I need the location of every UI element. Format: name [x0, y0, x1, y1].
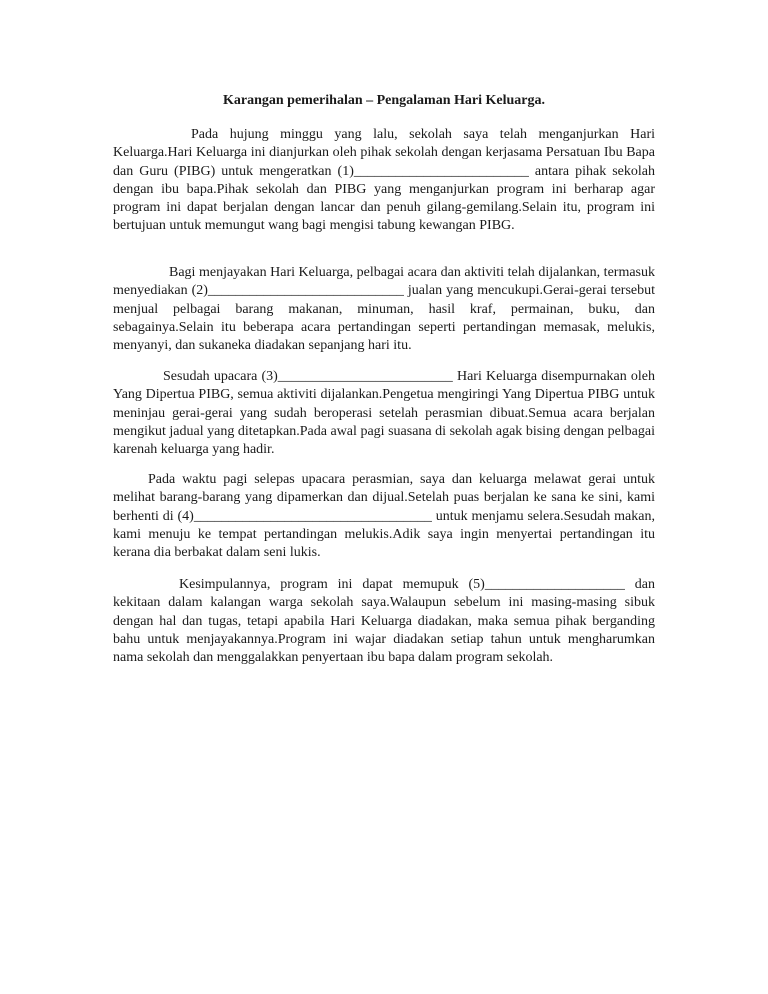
paragraph-5: Kesimpulannya, program ini dapat memupuk (5)____________________ dan kekitaan dalam kalangan warga sekolah saya.Walaupun sebelum ini masing-masing sibuk dengan hal dan tugas, tetapi apabila Hari Keluarga diadakan, maka semua pihak berganding bahu untuk menjayakannya.Program ini wajar diadakan setiap tahun untuk mengharumkan nama sekolah dan menggalakkan penyertaan ibu bapa dalam program sekolah.: [113, 577, 655, 666]
paragraph-2: Bagi menjayakan Hari Keluarga, pelbagai acara dan aktiviti telah dijalankan, termasuk menyediakan (2)____________________________ jualan yang mencukupi.Gerai-gerai tersebut menjual pelbagai barang makanan, minuman, hasil kraf, permainan, buku, dan sebagainya.Selain itu beberapa acara pertandingan seperti pertandingan memasak, melukis, menyanyi, dan sukaneka diadakan sepanjang hari itu.: [113, 265, 655, 354]
paragraph-1: Pada hujung minggu yang lalu, sekolah saya telah menganjurkan Hari Keluarga.Hari Keluarga ini dianjurkan oleh pihak sekolah dengan kerjasama Persatuan Ibu Bapa dan Guru (PIBG) untuk mengeratkan (1)_________________________ antara pihak sekolah dengan ibu bapa.Pihak sekolah dan PIBG yang menganjurkan program ini berharap agar program ini dapat berjalan dengan lancar dan penuh gilang-gemilang.Selain itu, program ini bertujuan untuk memungut wang bagi mengisi tabung kewangan PIBG.: [113, 127, 655, 234]
document-title: Karangan pemerihalan – Pengalaman Hari Keluarga.: [223, 93, 545, 108]
paragraph-4: Pada waktu pagi selepas upacara perasmian, saya dan keluarga melawat gerai untuk melihat barang-barang yang dipamerkan dan dijual.Setelah puas berjalan ke sana ke sini, kami berhenti di (4)__________________________________ untuk menjamu selera.Sesudah makan, kami menuju ke tempat pertandingan melukis.Adik saya ingin menyertai pertandingan itu kerana dia berbakat dalam seni lukis.: [113, 472, 655, 561]
paragraph-3: Sesudah upacara (3)_________________________ Hari Keluarga disempurnakan oleh Yang Dipertua PIBG, semua aktiviti dijalankan.Pengetua mengiringi Yang Dipertua PIBG untuk meninjau gerai-gerai yang sudah beroperasi setelah perasmian dibuat.Semua acara berjalan mengikut jadual yang ditetapkan.Pada awal pagi suasana di sekolah agak bising dengan pelbagai karenah keluarga yang hadir.: [113, 369, 655, 458]
